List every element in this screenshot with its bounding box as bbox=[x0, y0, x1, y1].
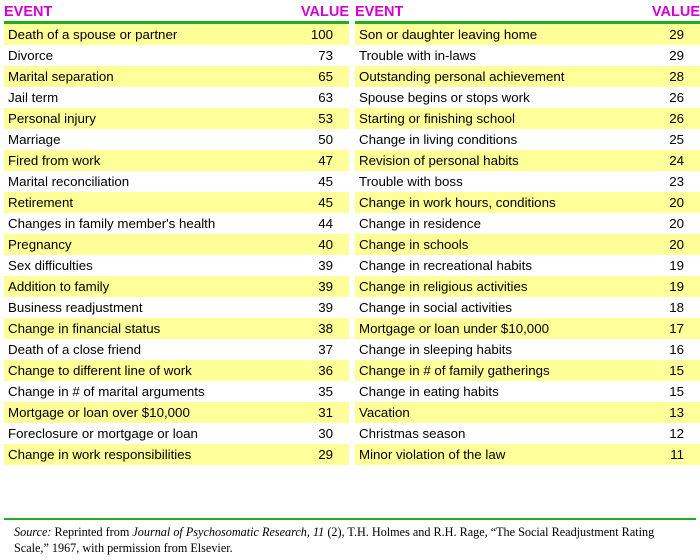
event-value: 30 bbox=[318, 426, 333, 441]
event-name: Change in sleeping habits bbox=[359, 342, 513, 357]
events-table-left bbox=[4, 4, 349, 465]
table-row bbox=[355, 402, 700, 423]
event-name: Vacation bbox=[355, 402, 638, 423]
source-text-before: Reprinted from bbox=[51, 525, 133, 539]
table-row bbox=[355, 213, 700, 234]
table-row bbox=[355, 171, 700, 192]
event-name: Trouble with in-laws bbox=[359, 48, 477, 63]
event-value: 50 bbox=[318, 132, 333, 147]
event-value: 16 bbox=[669, 342, 684, 357]
event-name: Jail term bbox=[8, 90, 59, 105]
event-value: 17 bbox=[638, 318, 700, 339]
table-row bbox=[355, 23, 700, 46]
table-row bbox=[355, 150, 700, 171]
event-name: Change to different line of work bbox=[4, 360, 287, 381]
table-row bbox=[4, 171, 349, 192]
event-name: Starting or finishing school bbox=[355, 108, 638, 129]
table-row bbox=[355, 360, 700, 381]
event-name: Change in religious activities bbox=[355, 276, 638, 297]
event-value: 65 bbox=[287, 66, 349, 87]
event-name: Trouble with boss bbox=[359, 174, 463, 189]
event-value: 18 bbox=[669, 300, 684, 315]
table-row bbox=[4, 213, 349, 234]
events-table-right-body bbox=[355, 23, 700, 466]
event-name: Personal injury bbox=[4, 108, 287, 129]
event-name: Minor violation of the law bbox=[355, 444, 638, 465]
event-name: Marital reconciliation bbox=[8, 174, 130, 189]
left-column bbox=[4, 4, 349, 465]
table-row bbox=[4, 423, 349, 444]
events-table-left-body bbox=[4, 23, 349, 466]
source-note bbox=[4, 518, 696, 556]
event-name: Change in # of marital arguments bbox=[8, 384, 205, 399]
event-value: 15 bbox=[669, 384, 684, 399]
table-header-row bbox=[4, 4, 349, 23]
table-row bbox=[4, 318, 349, 339]
table-row bbox=[355, 381, 700, 402]
event-name: Outstanding personal achievement bbox=[355, 66, 638, 87]
table-row bbox=[355, 108, 700, 129]
event-name: Change in # of family gatherings bbox=[355, 360, 638, 381]
event-name: Changes in family member's health bbox=[8, 216, 216, 231]
event-value: 35 bbox=[318, 384, 333, 399]
event-name: Sex difficulties bbox=[8, 258, 93, 273]
table-row bbox=[4, 150, 349, 171]
event-value: 38 bbox=[287, 318, 349, 339]
event-name: Foreclosure or mortgage or loan bbox=[8, 426, 198, 441]
table-row bbox=[4, 339, 349, 360]
table-row bbox=[4, 87, 349, 108]
event-name: Retirement bbox=[4, 192, 287, 213]
event-name: Change in eating habits bbox=[359, 384, 499, 399]
event-name: Change in living conditions bbox=[359, 132, 518, 147]
event-value: 26 bbox=[669, 90, 684, 105]
event-name: Son or daughter leaving home bbox=[355, 23, 638, 46]
table-row bbox=[4, 66, 349, 87]
event-name: Marital separation bbox=[4, 66, 287, 87]
header-event: EVENT bbox=[355, 4, 638, 23]
table-row bbox=[355, 276, 700, 297]
table-row bbox=[355, 129, 700, 150]
table-row bbox=[355, 297, 700, 318]
table-row bbox=[355, 318, 700, 339]
event-value: 26 bbox=[638, 108, 700, 129]
event-value: 36 bbox=[287, 360, 349, 381]
source-text-after: (2), T.H. Holmes and R.H. Rage, “The Social Readjustment Rating Scale,” 1967, with permission from Elsevier. bbox=[14, 525, 655, 555]
table-row bbox=[355, 66, 700, 87]
event-name: Addition to family bbox=[4, 276, 287, 297]
event-value: 20 bbox=[638, 192, 700, 213]
event-name: Change in work hours, conditions bbox=[355, 192, 638, 213]
event-name: Fired from work bbox=[4, 150, 287, 171]
table-row bbox=[4, 444, 349, 465]
event-name: Death of a close friend bbox=[8, 342, 142, 357]
table-row bbox=[4, 234, 349, 255]
table-row bbox=[4, 23, 349, 46]
event-name: Christmas season bbox=[359, 426, 466, 441]
tables-container bbox=[0, 4, 700, 465]
event-value: 40 bbox=[287, 234, 349, 255]
event-value: 31 bbox=[287, 402, 349, 423]
table-row bbox=[4, 192, 349, 213]
table-row bbox=[355, 234, 700, 255]
event-name: Change in financial status bbox=[4, 318, 287, 339]
event-value: 73 bbox=[318, 48, 333, 63]
event-value: 19 bbox=[638, 276, 700, 297]
event-value: 15 bbox=[638, 360, 700, 381]
event-value: 29 bbox=[287, 444, 349, 465]
event-value: 23 bbox=[669, 174, 684, 189]
table-row bbox=[4, 45, 349, 66]
table-row bbox=[4, 129, 349, 150]
event-name: Change in recreational habits bbox=[359, 258, 532, 273]
table-row bbox=[355, 87, 700, 108]
table-header-row bbox=[355, 4, 700, 23]
table-row bbox=[355, 45, 700, 66]
table-row bbox=[355, 423, 700, 444]
event-name: Change in residence bbox=[359, 216, 481, 231]
event-value: 11 bbox=[638, 444, 700, 465]
header-event: EVENT bbox=[4, 4, 287, 23]
event-value: 45 bbox=[318, 174, 333, 189]
header-value: VALUE bbox=[287, 4, 349, 23]
event-name: Business readjustment bbox=[8, 300, 143, 315]
event-value: 20 bbox=[669, 216, 684, 231]
event-name: Change in schools bbox=[355, 234, 638, 255]
table-row bbox=[4, 255, 349, 276]
events-table-right bbox=[355, 4, 700, 465]
event-value: 45 bbox=[287, 192, 349, 213]
right-column bbox=[355, 4, 700, 465]
event-name: Revision of personal habits bbox=[355, 150, 638, 171]
event-value: 39 bbox=[318, 300, 333, 315]
event-value: 53 bbox=[287, 108, 349, 129]
event-value: 100 bbox=[287, 23, 349, 46]
table-row bbox=[4, 402, 349, 423]
event-value: 12 bbox=[669, 426, 684, 441]
event-name: Pregnancy bbox=[4, 234, 287, 255]
event-value: 25 bbox=[669, 132, 684, 147]
event-value: 39 bbox=[318, 258, 333, 273]
table-row bbox=[4, 297, 349, 318]
table-row bbox=[355, 339, 700, 360]
source-journal: Journal of Psychosomatic Research, 11 bbox=[132, 525, 325, 539]
event-name: Mortgage or loan over $10,000 bbox=[4, 402, 287, 423]
event-value: 20 bbox=[638, 234, 700, 255]
event-name: Mortgage or loan under $10,000 bbox=[355, 318, 638, 339]
event-value: 47 bbox=[287, 150, 349, 171]
source-label: Source: bbox=[14, 525, 52, 539]
table-row bbox=[355, 444, 700, 465]
event-value: 28 bbox=[638, 66, 700, 87]
table-row bbox=[355, 192, 700, 213]
table-row bbox=[4, 381, 349, 402]
event-value: 19 bbox=[669, 258, 684, 273]
event-name: Change in work responsibilities bbox=[4, 444, 287, 465]
event-value: 29 bbox=[669, 48, 684, 63]
event-value: 39 bbox=[287, 276, 349, 297]
table-row bbox=[355, 255, 700, 276]
table-row bbox=[4, 360, 349, 381]
event-value: 37 bbox=[318, 342, 333, 357]
event-value: 44 bbox=[318, 216, 333, 231]
header-value: VALUE bbox=[638, 4, 700, 23]
event-name: Change in social activities bbox=[359, 300, 512, 315]
event-value: 63 bbox=[318, 90, 333, 105]
event-name: Divorce bbox=[8, 48, 54, 63]
event-value: 13 bbox=[638, 402, 700, 423]
event-value: 29 bbox=[638, 23, 700, 46]
event-name: Death of a spouse or partner bbox=[4, 23, 287, 46]
table-row bbox=[4, 108, 349, 129]
table-row bbox=[4, 276, 349, 297]
event-value: 24 bbox=[638, 150, 700, 171]
event-name: Spouse begins or stops work bbox=[359, 90, 530, 105]
event-name: Marriage bbox=[8, 132, 61, 147]
